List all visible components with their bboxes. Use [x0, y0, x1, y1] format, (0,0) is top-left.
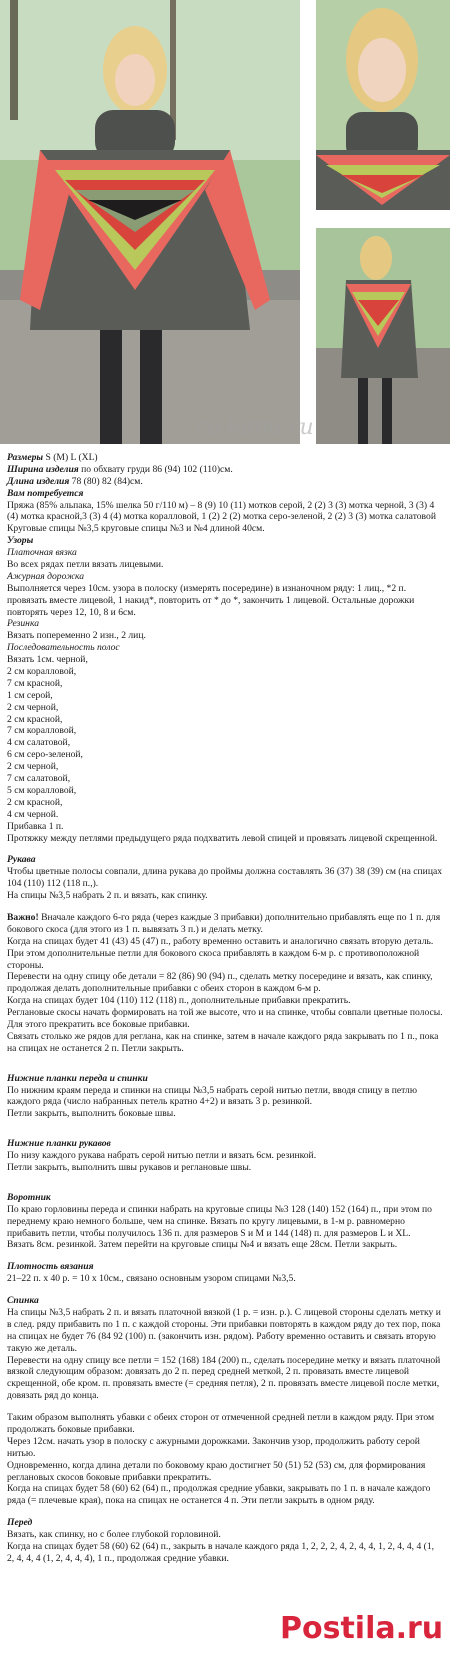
rib-text: Вязать попеременно 2 изн., 2 лиц.: [7, 630, 146, 642]
sleeve-title: Рукава: [7, 854, 36, 866]
sleeve-p1: Чтобы цветные полосы совпали, длина рукава до проймы должна составлять 36 (37) 38 (39) см (на спицах 104 (110) 112 (118 п.,).: [7, 866, 443, 890]
length-line: Длина изделия 78 (80) 82 (84)см.: [7, 475, 143, 487]
materials-text: Пряжа (85% альпака, 15% шелка 50 г/110 м) – 8 (9) 10 (11) мотков серой, 2 (2) 3 (3) мотка черной, 3 (3) 4 (4) мотка красной,3 (3) 4 (4) мотка коралловой, 1 (2) 2 (2) мотка серо-зеленой, 2 (2) 3 (3) мотка салатовой Круговые спицы №3,5 круговые спицы №3 и №4 длиной 40см.: [7, 499, 436, 535]
photo-closeup: [316, 0, 450, 210]
rib-title: Резинка: [7, 618, 39, 630]
sleeve-p3: Важно! Вначале каждого 6-го ряда (через каждые 3 прибавки) дополнительно прибавлять еще по 1 п. для бокового скоса (для этого из 1 п. вывязать 3 п.) и делать метку.: [7, 911, 441, 935]
garter-text: Во всех рядах петли вязать лицевыми.: [7, 559, 164, 571]
sweater-photo-main: [0, 0, 300, 444]
lower-bands-title: Нижние планки переда и спинки: [7, 1072, 148, 1084]
stripe-line: Вязать 1см. черной,: [7, 654, 88, 666]
photo-main: [0, 0, 300, 444]
sleeve-p7: Реглановые скосы начать формировать на той же высоте, что и на спинке, чтобы совпали цветные полосы. Для этого прекратить все боковые прибавки.: [7, 1007, 443, 1030]
stripe-line: 2 см красной,: [7, 713, 63, 725]
stripe-line: 2 см черной,: [7, 701, 59, 713]
stripe-line: 7 см красной,: [7, 677, 63, 689]
sweater-photo-back: [316, 228, 450, 444]
pattern-text: [7, 452, 443, 1565]
lace-title: Ажурная дорожка: [7, 570, 85, 582]
back-p5: Одновременно, когда длина детали по боковому краю достигнет 50 (51) 52 (53) см, для формирования реглановых скосов боковые прибавки прекратить.: [7, 1459, 426, 1483]
photo-back: [316, 228, 450, 444]
patterns-title: Узоры: [7, 535, 34, 547]
sizes-line: Размеры S (M) L (XL): [7, 452, 98, 463]
front-p2: Когда на спицах будет 58 (60) 62 (64) п., закрыть в начале каждого ряда 1, 2, 2, 2, 4, 2, 4, 4, 1, 2, 4, 4, 4 (1, 2, 4, 4, 4 (1, 2, 4, 4, 4), 1 п., продолжая средние убавки.: [7, 1541, 435, 1564]
collar-text: По краю горловины переда и спинки набрать на круговые спицы №3 128 (140) 152 (164) п., при этом по переднему краю немного больше, чем на спинке. Вязать по кругу лицевыми, в 1-м р. равномерно прибавить петли, чтобы получилось 136 п. для размеров S и M и 144 (148) п. для размеров L и XL.: [7, 1203, 432, 1239]
stripe-line: 6 см серо-зеленой,: [7, 749, 83, 761]
back-p4: Через 12см. начать узор в полоску с ажурными дорожками. Закончив узор, продолжить работу серой нитью.: [7, 1435, 420, 1459]
front-p1: Вязать, как спинку, но с более глубокой горловиной.: [7, 1529, 221, 1541]
stripe-line: Прибавка 1 п.: [7, 820, 64, 832]
lower-bands-text2: Петли закрыть, выполнить боковые швы.: [7, 1108, 176, 1120]
sleeve-bands-text2: Петли закрыть, выполнить швы рукавов и реглановые швы.: [7, 1161, 252, 1173]
stripe-line: 7 см салатовой,: [7, 773, 71, 785]
sleeve-p4: Когда на спицах будет 41 (43) 45 (47) п., работу временно оставить и аналогично связать вторую деталь. При этом дополнительные петли для бокового скоса прибавлять в каждом 6-м р. с противоположной стороны.: [7, 935, 434, 971]
stripe-line: 4 см салатовой,: [7, 737, 71, 749]
width-line: Ширина изделия по обхвату груди 86 (94) 102 (110)см.: [7, 463, 233, 475]
stripe-line: 4 см черной.: [7, 808, 59, 820]
front-title: Перед: [7, 1517, 33, 1529]
stripe-line: 7 см коралловой,: [7, 725, 77, 737]
stripe-line: 1 см серой,: [7, 689, 53, 701]
gauge-text: 21–22 п. х 40 р. = 10 х 10см., связано основным узором спицами №3,5.: [7, 1273, 296, 1285]
photo-area: [0, 0, 450, 444]
collar-text2: Вязать 8см. резинкой. Затем перейти на круговые спицы №4 и вязать еще 28см. Петли закрыть.: [7, 1239, 398, 1251]
materials-title: Вам потребуется: [7, 487, 84, 499]
increase-text: Протяжку между петлями предыдущего ряда подхватить левой спицей и провязать лицевой скрещенной.: [7, 832, 438, 844]
lace-text: Выполняется через 10см. узора в полоску (измерять посередине) в изнаночном ряду: 1 лиц., *2 п. провязать вместе лицевой, 1 накид*, повторить от * до *, закончить 1 лицевой. Остальные дорожки повторять через 12, 10, 8 и 6см.: [7, 582, 415, 618]
back-p2: Перевести на одну спицу все петли = 152 (168) 184 (200) п., сделать посередине метку и вязать платочной вязкой следующим образом: довязать до 2 п. перед средней меткой, 2 п. провязать вместе лицевой скрещенной, обе кром. п. провязать вместе (= средняя петля), 2 п. провязать вместе лицевой после метки, довязать ряд до конца.: [7, 1354, 441, 1402]
back-p6: Когда на спицах будет 58 (60) 62 (64) п., продолжая средние убавки, закрывать по 1 п. в начале каждого ряда (= плечевые края), пока на спицах не останется 4 п. Эти петли закрыть в одном ряду.: [7, 1483, 431, 1507]
postila-logo: [276, 1602, 446, 1652]
stripe-line: 2 см красной,: [7, 796, 63, 808]
stripe-line: 5 см коралловой,: [7, 784, 77, 796]
sleeve-p5: Перевести на одну спицу обе детали = 82 (86) 90 (94) п., сделать метку посередине и вязать, как спинку, продолжая делать дополнительные прибавки с обеих сторон в каждом 6-м р.: [7, 971, 433, 995]
back-p1: На спицы №3,5 набрать 2 п. и вязать платочной вязкой (1 р. = изн. р.). С лицевой стороны сделать метку и в след. ряду прибавить по 1 п. с каждой стороны. Эти прибавки повторять в каждом ряду до тех пор, пока на спицах не будет 76 (84 92 (100) п. (закончить изн. рядом). Работу временно оставить и связать вторую такую же деталь.: [7, 1307, 441, 1354]
sleeve-p6: Когда на спицах будет 104 (110) 112 (118) п., дополнительные прибавки прекратить.: [7, 995, 351, 1007]
back-p3: Таким образом выполнять убавки с обеих сторон от отмеченной средней петли в каждом ряду. При этом продолжать боковые прибавки.: [7, 1412, 435, 1436]
garter-title: Платочная вязка: [7, 547, 77, 559]
sleeve-bands-text: По низу каждого рукава набрать серой нитью петли и вязать 6см. резинкой.: [7, 1150, 317, 1162]
stripes-title: Последовательность полос: [7, 642, 120, 654]
logo-mark: [276, 1602, 446, 1652]
sleeve-p2: На спицы №3,5 набрать 2 п. и вязать, как спинку.: [7, 890, 208, 902]
important-label: Важно!: [7, 911, 39, 923]
sleeve-p8: Связать столько же рядов для реглана, как на спинке, затем в начале каждого ряда закрывать по 1 п., пока на спицах не останется 2 п. Петли закрыть.: [7, 1030, 439, 1054]
collar-title: Воротник: [7, 1191, 51, 1203]
sleeve-bands-title: Нижние планки рукавов: [7, 1138, 111, 1150]
stripe-line: 2 см коралловой,: [7, 666, 77, 678]
logo-text: Postila.ru: [280, 1611, 444, 1646]
lower-bands-text: По нижним краям переда и спинки на спицы №3,5 набрать серой нитью петли, вводя спицу в петлю каждого ряда (число набранных петель кратно 4+2) и вязать 3 р. резинкой.: [7, 1084, 418, 1108]
stripe-line: 2 см черной,: [7, 761, 59, 773]
back-title: Спинка: [7, 1295, 39, 1307]
gauge-title: Плотность вязания: [7, 1261, 94, 1273]
sweater-photo-closeup: [316, 0, 450, 210]
watermark: ru.kami.ru: [196, 415, 314, 440]
